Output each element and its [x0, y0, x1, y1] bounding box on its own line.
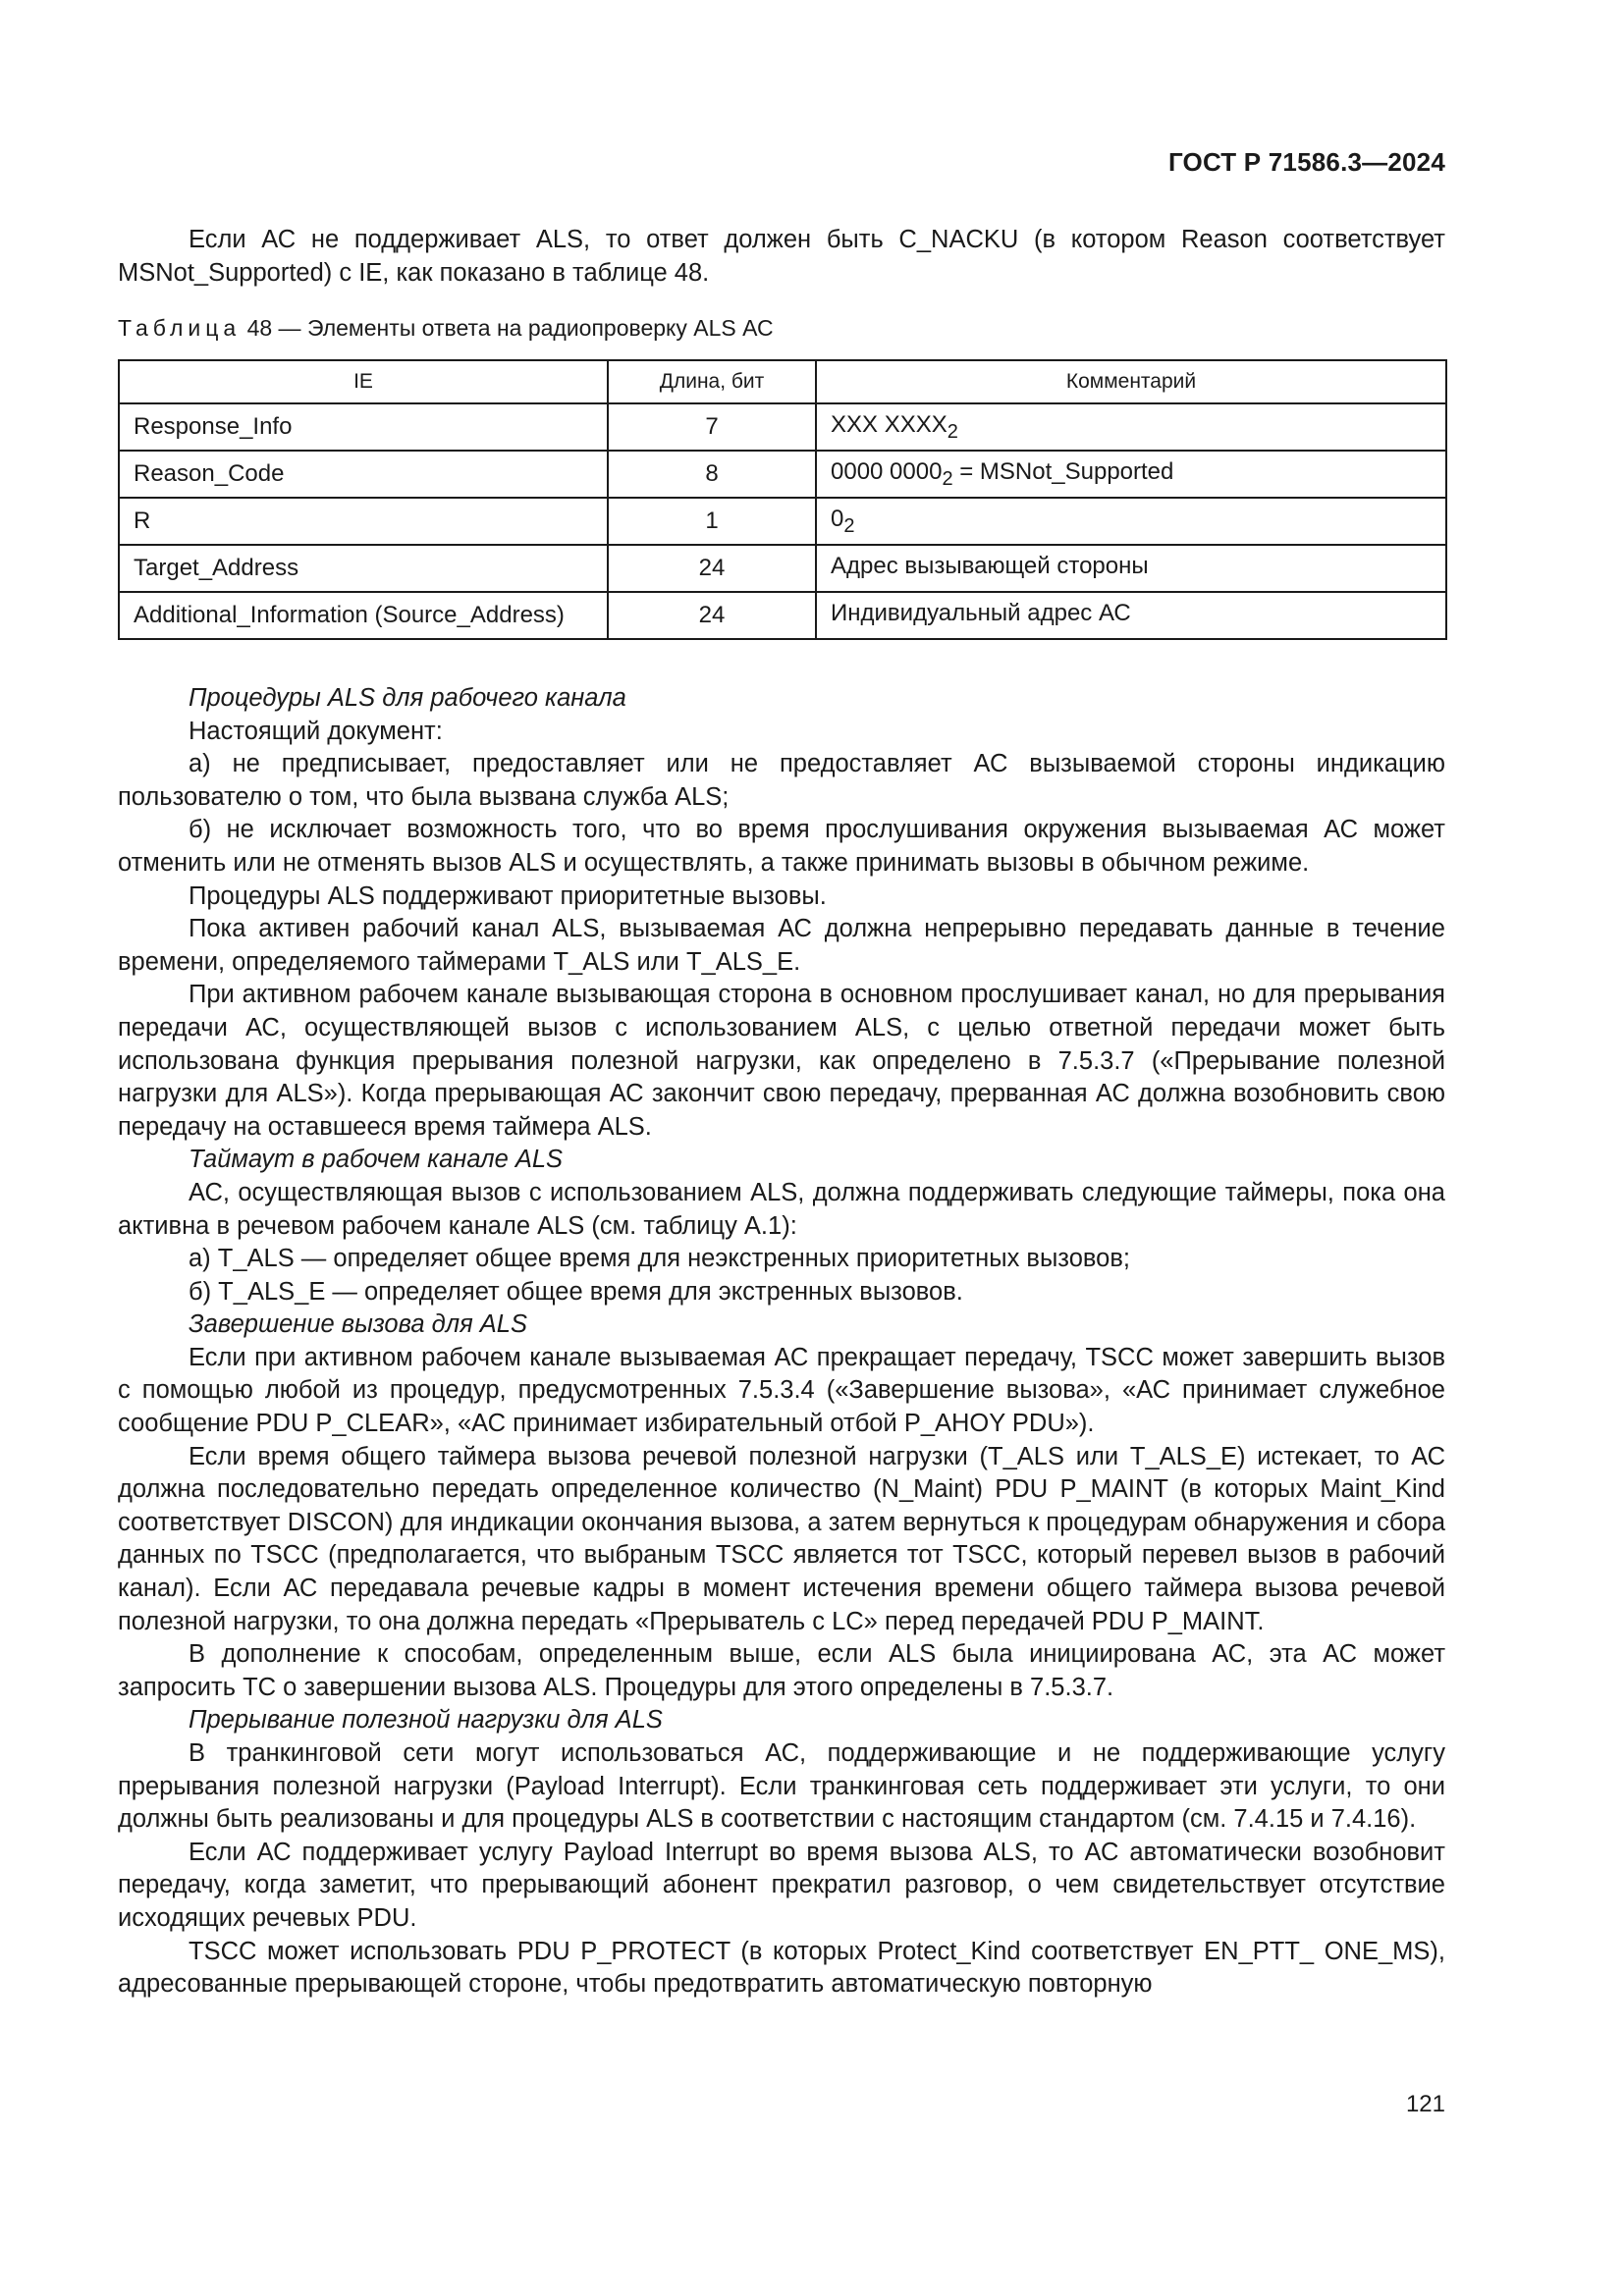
list-item: б) T_ALS_E — определяет общее время для экстренных вызовов. — [189, 1277, 963, 1306]
paragraph: TSCC может использовать PDU P_PROTECT (в которых Protect_Kind соответствует EN_PTT_ ONE_MS), адресованные прерывающей стороне, чтобы предотвратить автоматическую повторную — [118, 1937, 1445, 1999]
response-elements-table — [118, 359, 1447, 640]
paragraph: В дополнение к способам, определенным выше, если ALS была инициирована АС, эта АС может запросить ТС о завершении вызова ALS. Процедуры для этого определены в 7.5.3.7. — [118, 1640, 1445, 1701]
paragraph: При активном рабочем канале вызывающая сторона в основном прослушивает канал, но для прерывания передачи АС, осуществляющей вызов с использованием ALS, с целью ответной передачи может быть использована функция прерывания полезной нагрузки, как определено в 7.5.3.7 («Прерывание полезной нагрузки для ALS»). Когда прерывающая АС закончит свою передачу, прерванная АС должна возобновить свою передачу на оставшееся время таймера ALS. — [118, 981, 1445, 1141]
table-header-row — [119, 360, 1446, 403]
cell-length: 24 — [608, 545, 816, 592]
cell-length: 24 — [608, 592, 816, 639]
main-text — [118, 682, 1445, 2002]
cell-ie: Target_Address — [119, 545, 608, 592]
column-header-length: Длина, бит — [608, 360, 816, 403]
table-caption-prefix: Таблица — [118, 315, 242, 341]
intro-paragraph: Если АС не поддерживает ALS, то ответ должен быть C_NACKU (в котором Reason соответствует MSNot_Supported) с IE, как показано в таблице 48. — [118, 226, 1445, 287]
cell-comment: Адрес вызывающей стороны — [816, 545, 1446, 592]
column-header-comment: Комментарий — [816, 360, 1446, 403]
cell-comment: $0_2$ — [816, 498, 1446, 545]
cell-ie: Additional_Information (Source_Address) — [119, 592, 608, 639]
section-heading: Завершение вызова для ALS — [189, 1310, 527, 1339]
table-row — [119, 451, 1446, 498]
paragraph: Если время общего таймера вызова речевой полезной нагрузки (T_ALS или T_ALS_E) истекает, то АС должна последовательно передать определенное количество (N_Maint) PDU P_MAINT (в которых Maint_Kind соответствует DISCON) для индикации окончания вызова, а затем вернуться к процедурам обнаружения и сбора данных по TSCC (предполагается, что выбраным TSCC является тот TSCC, который перевел вызов в рабочий канал). Если АС передавала речевые кадры в момент истечения времени общего таймера вызова речевой полезной нагрузки, то она должна передать «Прерыватель с LC» перед передачей PDU P_MAINT. — [118, 1442, 1445, 1635]
cell-ie: R — [119, 498, 608, 545]
paragraph: Если при активном рабочем канале вызываемая АС прекращает передачу, TSCC может завершить вызов с помощью любой из процедур, предусмотренных 7.5.3.4 («Завершение вызова», «АС принимает служебное сообщение PDU P_CLEAR», «АС принимает избирательный отбой P_AHOY PDU»). — [118, 1343, 1445, 1438]
cell-ie: Response_Info — [119, 403, 608, 451]
table-caption-title: 48 — Элементы ответа на радиопроверку ALS АС — [241, 315, 774, 341]
paragraph: Пока активен рабочий канал ALS, вызываемая АС должна непрерывно передавать данные в течение времени, определяемого таймерами T_ALS или T_ALS_E. — [118, 915, 1445, 976]
intro-text — [118, 224, 1445, 290]
cell-length: 8 — [608, 451, 816, 498]
table-row — [119, 545, 1446, 592]
column-header-ie: IE — [119, 360, 608, 403]
section-heading: Таймаут в рабочем канале ALS — [189, 1146, 564, 1174]
paragraph: Процедуры ALS поддерживают приоритетные вызовы. — [189, 881, 827, 910]
page-number: 121 — [1405, 2091, 1445, 2117]
paragraph: В транкинговой сети могут использоваться АС, поддерживающие и не поддерживающие услугу прерывания полезной нагрузки (Payload Interrupt). Если транкинговая сеть поддерживает эти услуги, то они должны быть реализованы и для процедуры ALS в соответствии с настоящим стандартом (см. 7.4.15 и 7.4.16). — [118, 1739, 1445, 1834]
cell-comment: XXX $XXXX_2$ — [816, 403, 1446, 451]
paragraph: Настоящий документ: — [189, 717, 443, 745]
list-item: б) не исключает возможность того, что во время прослушивания окружения вызываемая АС может отменить или не отменять вызов ALS и осуществлять, а также принимать вызовы в обычном режиме. — [118, 816, 1445, 877]
table-row — [119, 498, 1446, 545]
section-heading: Процедуры ALS для рабочего канала — [189, 684, 626, 712]
list-item: а) не предписывает, предоставляет или не предоставляет АС вызываемой стороны индикацию пользователю о том, что была вызвана служба ALS; — [118, 750, 1445, 811]
table-row — [119, 592, 1446, 639]
cell-length: 7 — [608, 403, 816, 451]
paragraph: Если АС поддерживает услугу Payload Interrupt во время вызова ALS, то АС автоматически возобновит передачу, когда заметит, что прерывающий абонент прекратил разговор, о чем свидетельствует отсутствие исходящих речевых PDU. — [118, 1838, 1445, 1932]
paragraph: АС, осуществляющая вызов с использованием ALS, должна поддерживать следующие таймеры, пока она активна в речевом рабочем канале ALS (см. таблицу А.1): — [118, 1178, 1445, 1240]
section-heading: Прерывание полезной нагрузки для ALS — [189, 1706, 663, 1735]
cell-length: 1 — [608, 498, 816, 545]
cell-comment: Индивидуальный адрес АС — [816, 592, 1446, 639]
cell-comment: 0000 $0000_2$ = MSNot_Supported — [816, 451, 1446, 498]
list-item: а) T_ALS — определяет общее время для неэкстренных приоритетных вызовов; — [189, 1245, 1130, 1273]
table-row — [119, 403, 1446, 451]
document-standard-number: ГОСТ Р 71586.3—2024 — [1167, 147, 1445, 177]
cell-ie: Reason_Code — [119, 451, 608, 498]
table-caption — [118, 315, 774, 342]
